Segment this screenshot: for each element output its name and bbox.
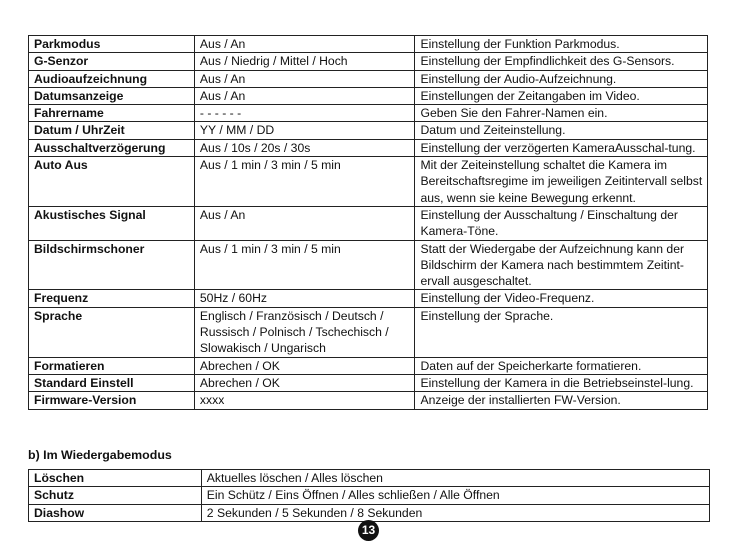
section-heading: b) Im Wiedergabemodus [28,448,172,462]
setting-options: 50Hz / 60Hz [194,290,415,307]
settings-table [28,35,708,410]
table-row [29,240,708,290]
setting-description: Einstellung der Empfindlichkeit des G-Sensors. [415,53,708,70]
setting-options: 2 Sekunden / 5 Sekunden / 8 Sekunden [201,504,709,521]
setting-options: Aus / 10s / 20s / 30s [194,139,415,156]
table-row [29,504,710,521]
table-row [29,357,708,374]
setting-name: Audioaufzeichnung [29,70,195,87]
setting-description: Einstellung der Audio-Aufzeichnung. [415,70,708,87]
table-row [29,36,708,53]
setting-options: Aktuelles löschen / Alles löschen [201,470,709,487]
table-row [29,87,708,104]
table-row [29,470,710,487]
setting-name: Schutz [29,487,202,504]
table-row [29,290,708,307]
setting-name: Ausschaltverzögerung [29,139,195,156]
setting-name: Auto Aus [29,157,195,207]
setting-options: Aus / An [194,36,415,53]
table-row [29,157,708,207]
table-row [29,206,708,240]
setting-options: Aus / An [194,70,415,87]
setting-description: Einstellung der Ausschaltung / Einschaltung der Kamera-Töne. [415,206,708,240]
setting-name: Fahrername [29,105,195,122]
setting-description: Geben Sie den Fahrer-Namen ein. [415,105,708,122]
setting-description: Anzeige der installierten FW-Version. [415,392,708,409]
table-row [29,53,708,70]
setting-options: - - - - - - [194,105,415,122]
setting-options: Abrechen / OK [194,357,415,374]
setting-name: Akustisches Signal [29,206,195,240]
page-number: 13 [358,520,379,541]
setting-name: G-Senzor [29,53,195,70]
setting-description: Datum und Zeiteinstellung. [415,122,708,139]
setting-options: Aus / 1 min / 3 min / 5 min [194,157,415,207]
setting-description: Einstellung der Kamera in die Betriebseinstel-lung. [415,374,708,391]
setting-name: Löschen [29,470,202,487]
setting-options: Aus / Niedrig / Mittel / Hoch [194,53,415,70]
table-row [29,70,708,87]
setting-options: Aus / An [194,87,415,104]
setting-description: Mit der Zeiteinstellung schaltet die Kamera im Bereitschaftsregime im jeweiligen Zeitintervall selbst aus, wenn sie keine Bewegung erkennt. [415,157,708,207]
setting-description: Einstellung der Sprache. [415,307,708,357]
setting-name: Datum / UhrZeit [29,122,195,139]
setting-description: Einstellung der verzögerten KameraAusschal-tung. [415,139,708,156]
setting-description: Einstellung der Funktion Parkmodus. [415,36,708,53]
setting-name: Datumsanzeige [29,87,195,104]
setting-options: Aus / 1 min / 3 min / 5 min [194,240,415,290]
table-row [29,122,708,139]
setting-name: Formatieren [29,357,195,374]
setting-options: Englisch / Französisch / Deutsch / Russisch / Polnisch / Tschechisch / Slowakisch / Ungarisch [194,307,415,357]
setting-name: Parkmodus [29,36,195,53]
setting-options: xxxx [194,392,415,409]
setting-name: Sprache [29,307,195,357]
setting-options: Aus / An [194,206,415,240]
table-row [29,307,708,357]
table-row [29,105,708,122]
setting-options: Abrechen / OK [194,374,415,391]
setting-name: Frequenz [29,290,195,307]
setting-name: Standard Einstell [29,374,195,391]
table-row [29,139,708,156]
setting-options: YY / MM / DD [194,122,415,139]
table-row [29,487,710,504]
setting-name: Firmware-Version [29,392,195,409]
setting-name: Diashow [29,504,202,521]
table-row [29,392,708,409]
playback-table [28,469,710,522]
setting-name: Bildschirmschoner [29,240,195,290]
setting-description: Daten auf der Speicherkarte formatieren. [415,357,708,374]
setting-options: Ein Schütz / Eins Öffnen / Alles schließen / Alle Öffnen [201,487,709,504]
setting-description: Einstellungen der Zeitangaben im Video. [415,87,708,104]
setting-description: Einstellung der Video-Frequenz. [415,290,708,307]
table-row [29,374,708,391]
setting-description: Statt der Wiedergabe der Aufzeichnung kann der Bildschirm der Kamera nach bestimmtem Zeitint-ervall ausgeschaltet. [415,240,708,290]
